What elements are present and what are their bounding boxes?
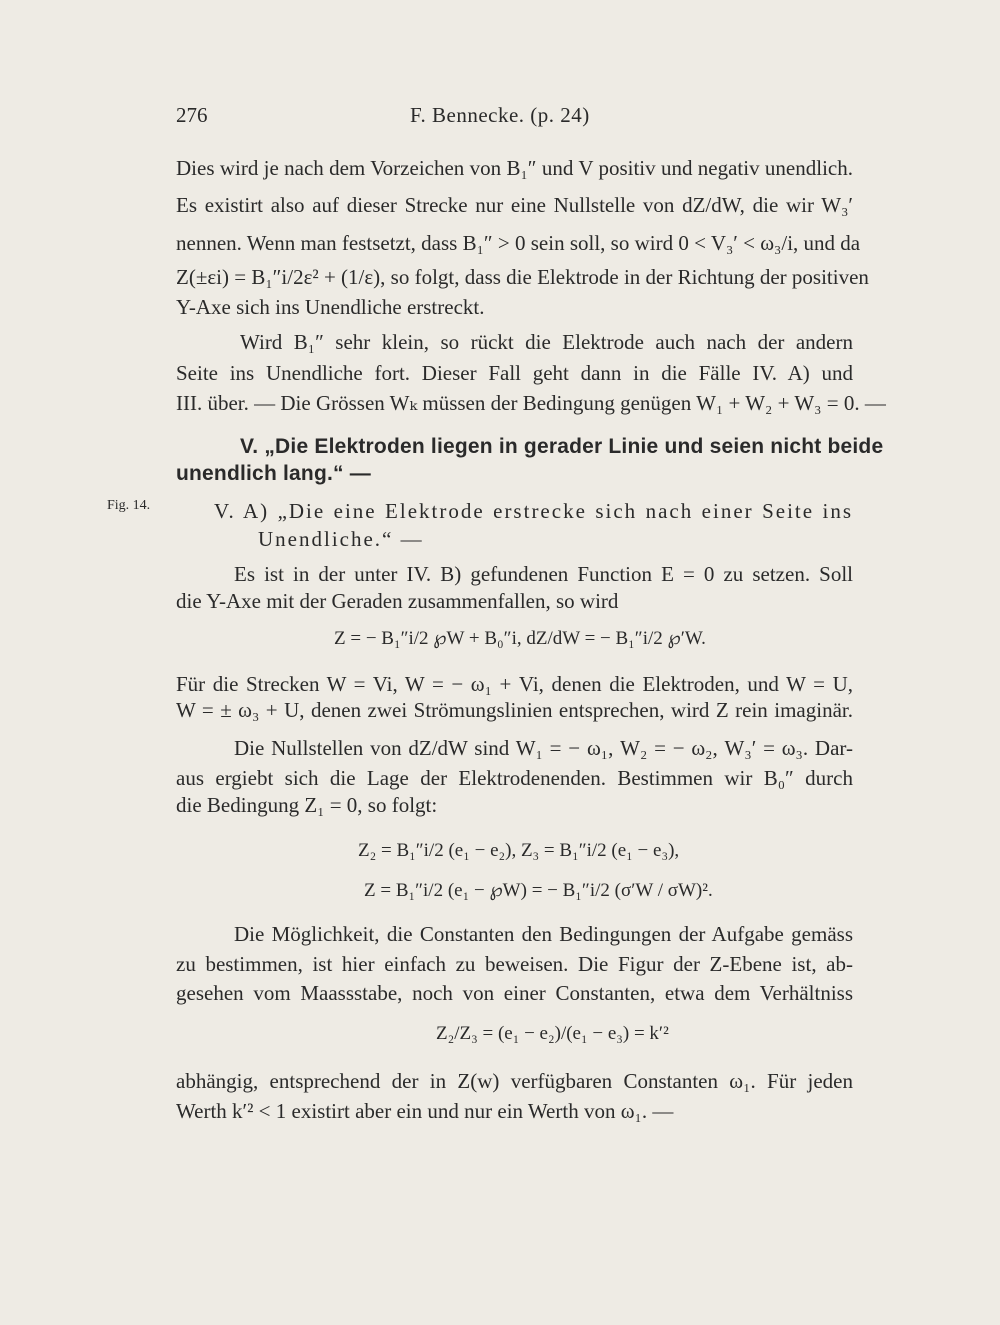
- text-line: gesehen vom Maassstabe, noch von einer Constanten, etwa dem Verhältniss: [176, 981, 853, 1005]
- text-line: Werth k′² < 1 existirt aber ein und nur ein Werth von ω₁. —: [176, 1099, 674, 1123]
- text-line: III. über. — Die Grössen Wₖ müssen der Bedingung genügen W₁ + W₂ + W₃ = 0. —: [176, 391, 886, 415]
- subsection-heading: V. A) „Die eine Elektrode erstrecke sich nach einer Seite ins: [214, 499, 853, 523]
- text-line: die Bedingung Z₁ = 0, so folgt:: [176, 793, 438, 817]
- text-line: Es existirt also auf dieser Strecke nur eine Nullstelle von dZ/dW, die wir W₃′: [176, 193, 853, 217]
- text-line: abhängig, entsprechend der in Z(w) verfügbaren Constanten ω₁. Für jeden: [176, 1069, 853, 1093]
- text-line: W = ± ω₃ + U, denen zwei Strömungslinien entsprechen, wird Z rein imaginär.: [176, 698, 853, 722]
- formula: Z = B₁″i/2 (e₁ − ℘W) = − B₁″i/2 (σ′W / σW)².: [364, 880, 713, 901]
- text-line: Z(±εi) = B₁″i/2ε² + (1/ε), so folgt, dass die Elektrode in der Richtung der positiven: [176, 265, 869, 289]
- text-line: Für die Strecken W = Vi, W = − ω₁ + Vi, denen die Elektroden, und W = U,: [176, 672, 853, 696]
- text-line: Dies wird je nach dem Vorzeichen von B₁″ und V positiv und negativ unendlich.: [176, 156, 853, 180]
- subsection-heading: Unendliche.“ —: [258, 527, 424, 551]
- text-line: zu bestimmen, ist hier einfach zu beweisen. Die Figur der Z-Ebene ist, ab-: [176, 952, 853, 976]
- text-line: Es ist in der unter IV. B) gefundenen Function E = 0 zu setzen. Soll: [234, 562, 853, 586]
- text-line: die Y-Axe mit der Geraden zusammenfallen, so wird: [176, 589, 619, 613]
- section-heading: unendlich lang.“ —: [176, 462, 371, 485]
- text-line: nennen. Wenn man festsetzt, dass B₁″ > 0 sein soll, so wird 0 < V₃′ < ω₃/i, und da: [176, 231, 861, 255]
- running-title: F. Bennecke. (p. 24): [410, 103, 590, 127]
- text-line: Seite ins Unendliche fort. Dieser Fall geht dann in die Fälle IV. A) und: [176, 361, 853, 385]
- figure-reference: Fig. 14.: [107, 498, 151, 513]
- text-line: Wird B₁″ sehr klein, so rückt die Elektrode auch nach der andern: [240, 330, 853, 354]
- text-line: Die Möglichkeit, die Constanten den Bedingungen der Aufgabe gemäss: [234, 922, 853, 946]
- formula: Z₂/Z₃ = (e₁ − e₂)/(e₁ − e₃) = k′²: [436, 1023, 669, 1044]
- section-heading: V. „Die Elektroden liegen in gerader Linie und seien nicht beide: [240, 435, 884, 458]
- text-line: Die Nullstellen von dZ/dW sind W₁ = − ω₁, W₂ = − ω₂, W₃′ = ω₃. Dar-: [234, 736, 853, 760]
- text-line: aus ergiebt sich die Lage der Elektrodenenden. Bestimmen wir B₀″ durch: [176, 766, 853, 790]
- formula: Z = − B₁″i/2 ℘W + B₀″i, dZ/dW = − B₁″i/2 ℘′W.: [334, 628, 706, 649]
- formula: Z₂ = B₁″i/2 (e₁ − e₂), Z₃ = B₁″i/2 (e₁ − e₃),: [358, 840, 680, 861]
- text-line: Y-Axe sich ins Unendliche erstreckt.: [176, 295, 485, 319]
- page-number: 276: [176, 103, 208, 127]
